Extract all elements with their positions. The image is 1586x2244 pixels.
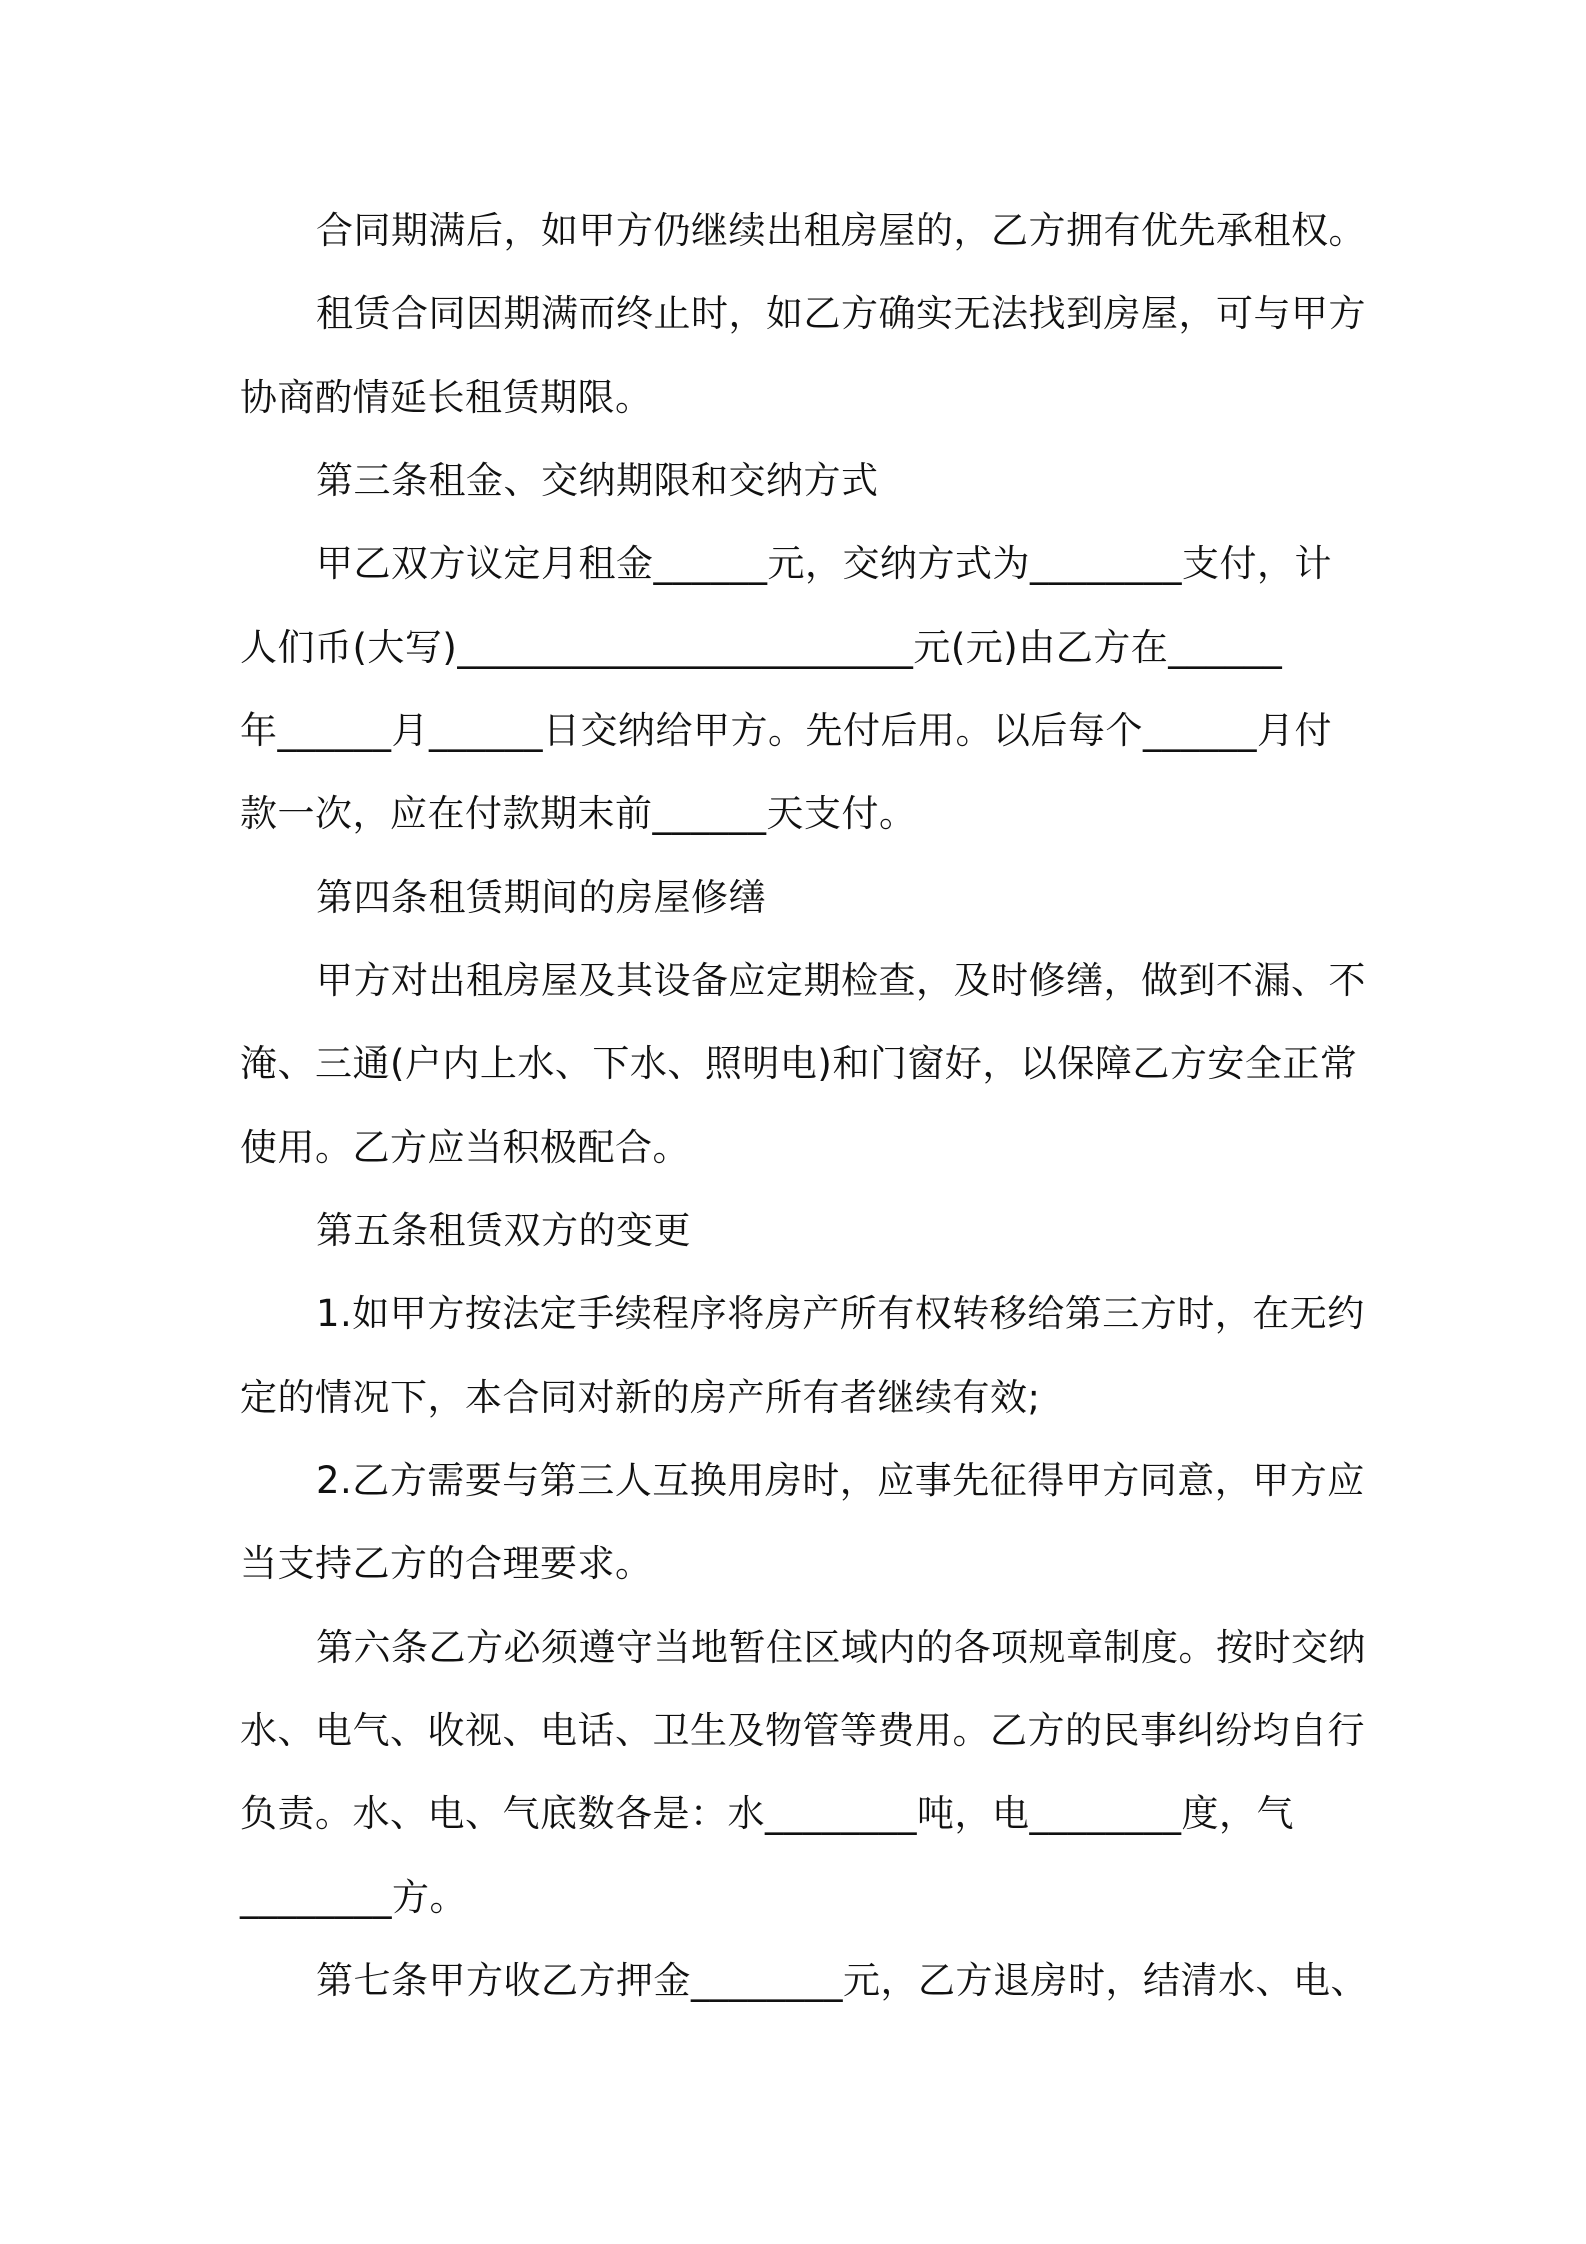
paragraph-line: 第七条甲方收乙方押金________元，乙方退房时，结清水、电、 bbox=[316, 1959, 1368, 2002]
paragraph-line: 使用。乙方应当积极配合。 bbox=[240, 1126, 690, 1169]
paragraph-line: 水、电气、收视、电话、卫生及物管等费用。乙方的民事纠纷均自行 bbox=[240, 1709, 1365, 1752]
paragraph-line: 年______月______日交纳给甲方。先付后用。以后每个______月付 bbox=[240, 709, 1332, 752]
paragraph-line: 负责。水、电、气底数各是：水________吨，电________度，气 bbox=[240, 1792, 1294, 1835]
paragraph-line: 第六条乙方必须遵守当地暂住区域内的各项规章制度。按时交纳 bbox=[316, 1626, 1366, 1669]
section-heading: 第三条租金、交纳期限和交纳方式 bbox=[316, 459, 879, 502]
paragraph-line: 淹、三通(户内上水、下水、照明电)和门窗好，以保障乙方安全正常 bbox=[240, 1042, 1358, 1085]
paragraph-line: 1.如甲方按法定手续程序将房产所有权转移给第三方时，在无约 bbox=[316, 1292, 1365, 1335]
paragraph-line: 当支持乙方的合理要求。 bbox=[240, 1542, 653, 1585]
section-heading: 第四条租赁期间的房屋修缮 bbox=[316, 876, 766, 919]
paragraph-line: 人们币(大写)________________________元(元)由乙方在______ bbox=[240, 626, 1283, 669]
paragraph-line: 甲方对出租房屋及其设备应定期检查，及时修缮，做到不漏、不 bbox=[316, 959, 1366, 1002]
paragraph-line: 2.乙方需要与第三人互换用房时，应事先征得甲方同意，甲方应 bbox=[316, 1459, 1365, 1502]
paragraph-line: 合同期满后，如甲方仍继续出租房屋的，乙方拥有优先承租权。 bbox=[316, 209, 1366, 252]
paragraph-line: 甲乙双方议定月租金______元，交纳方式为________支付，计 bbox=[316, 542, 1332, 585]
paragraph-line: 定的情况下，本合同对新的房产所有者继续有效; bbox=[240, 1376, 1041, 1419]
section-heading: 第五条租赁双方的变更 bbox=[316, 1209, 691, 1252]
paragraph-line: 款一次，应在付款期末前______天支付。 bbox=[240, 792, 917, 835]
paragraph-line: 租赁合同因期满而终止时，如乙方确实无法找到房屋，可与甲方 bbox=[316, 292, 1366, 335]
paragraph-line: ________方。 bbox=[240, 1876, 467, 1919]
paragraph-line: 协商酌情延长租赁期限。 bbox=[240, 376, 653, 419]
